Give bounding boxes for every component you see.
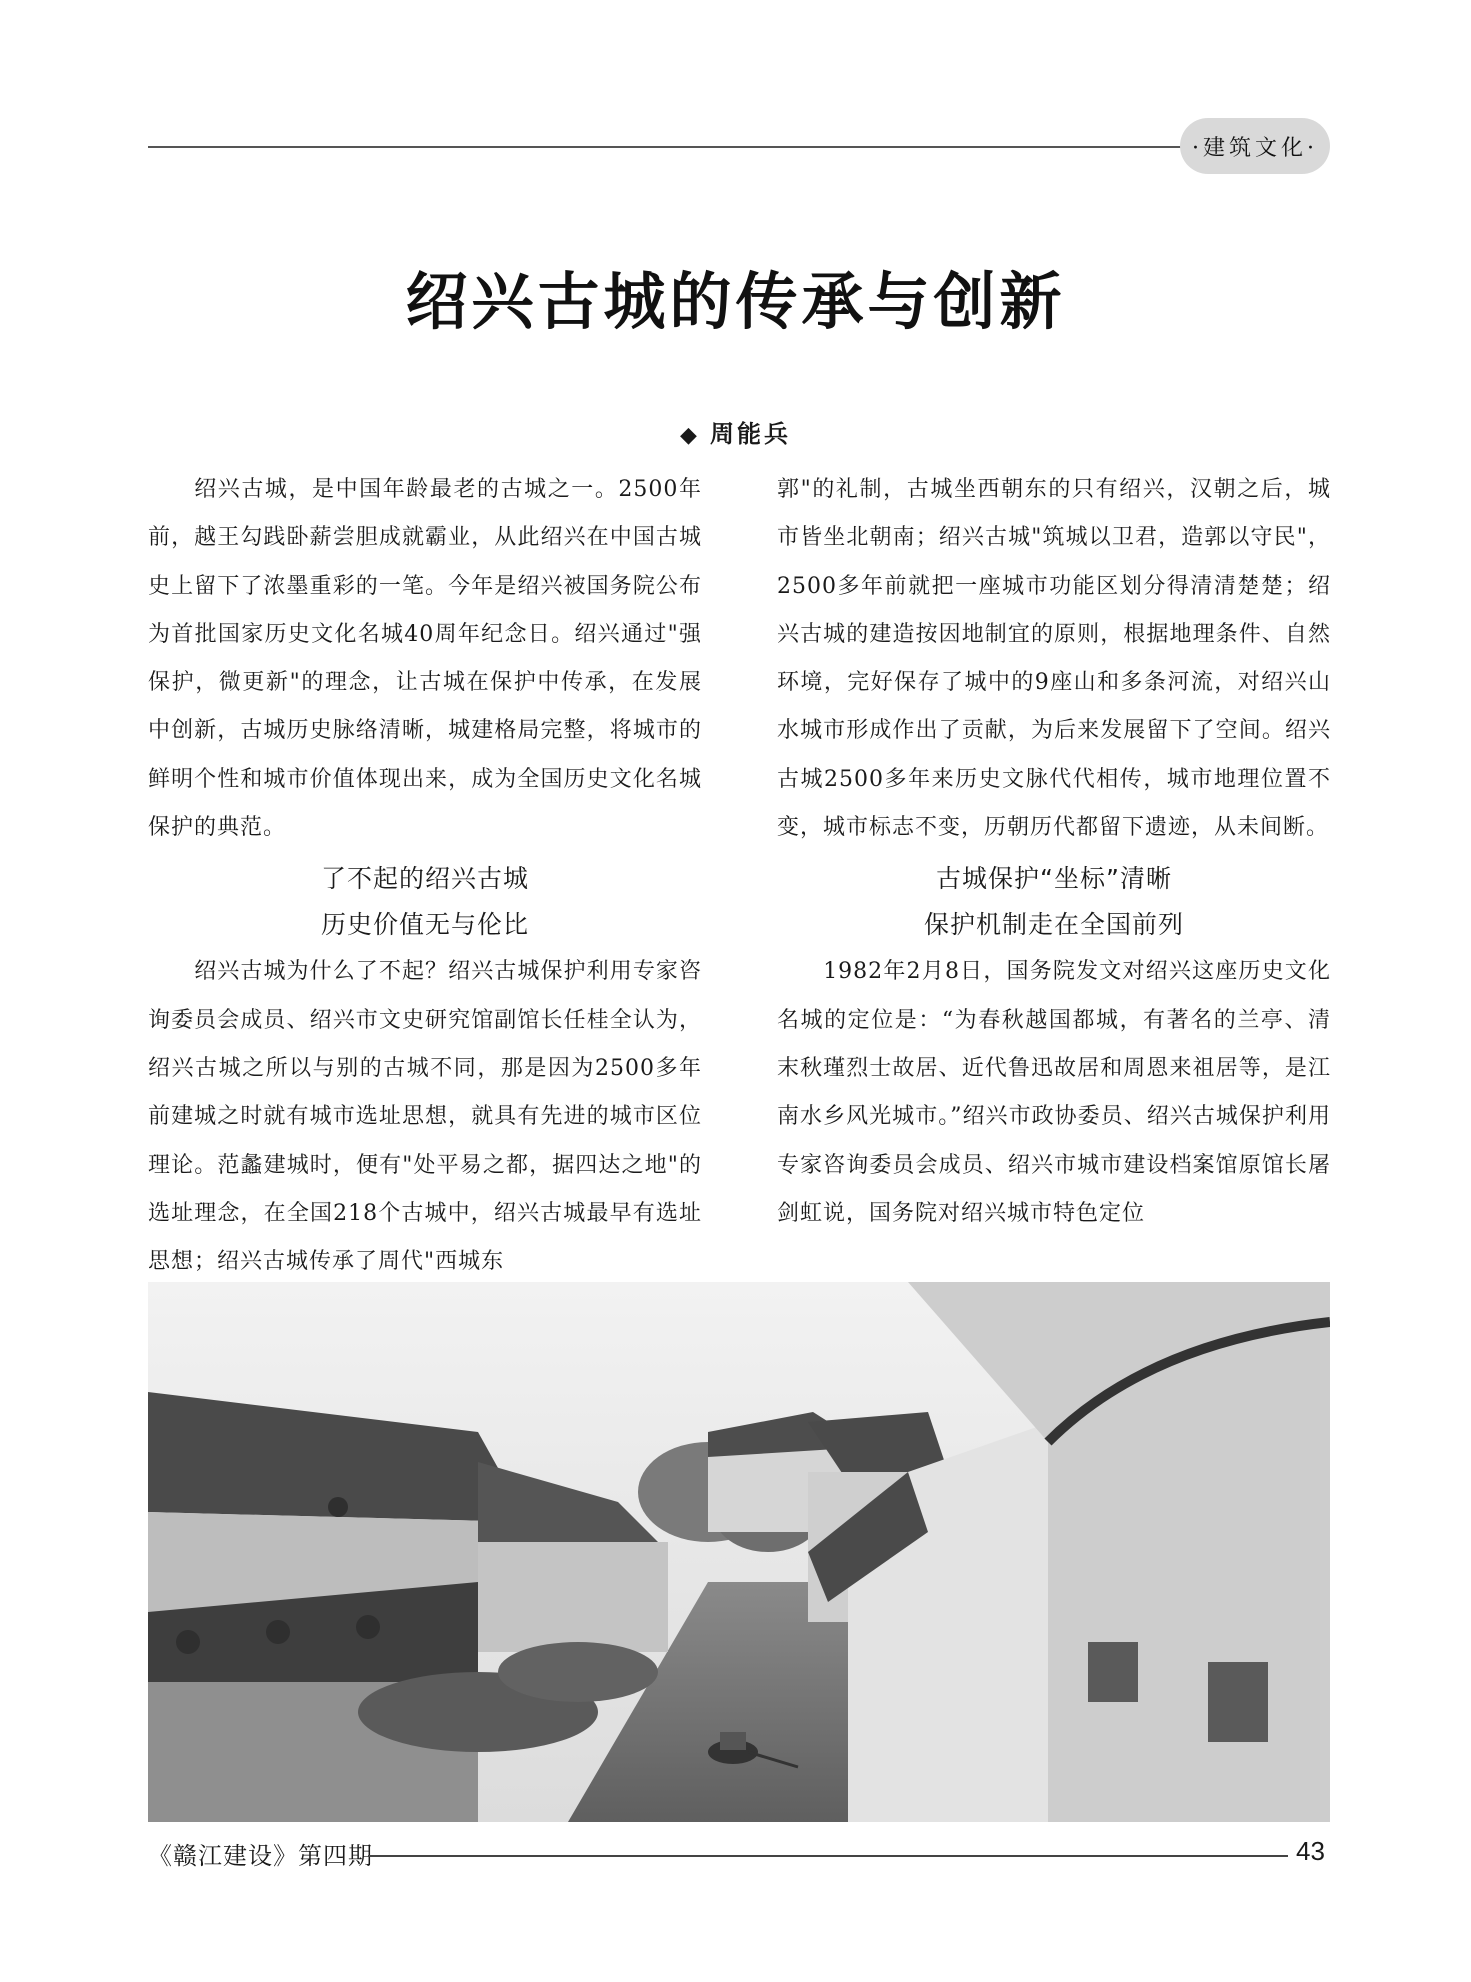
footer-rule bbox=[368, 1855, 1288, 1857]
author-name: 周能兵 bbox=[709, 420, 791, 448]
section-tag: ·建筑文化· bbox=[1180, 118, 1330, 174]
author-line bbox=[0, 414, 1471, 449]
page-number: 43 bbox=[1296, 1836, 1325, 1866]
article-title: 绍兴古城的传承与创新 bbox=[405, 265, 1066, 338]
section-heading-1b: 历史价值无与伦比 bbox=[320, 910, 529, 940]
right-column bbox=[777, 466, 1331, 1238]
header-rule bbox=[148, 146, 1188, 148]
canal-town-photo bbox=[148, 1282, 1330, 1822]
continued-paragraph: 郭"的礼制，古城坐西朝东的只有绍兴，汉朝之后，城市皆坐北朝南；绍兴古城"筑城以卫君，造郭以守民"，2500多年前就把一座城市功能区划分得清清楚楚；绍兴古城的建造按因地制宜的原则，根据地理条件、自然环境，完好保存了城中的9座山和多条河流，对绍兴山水城市形成作出了贡献，为后来发展留下了空间。绍兴古城2500多年来历史文脉代代相传，城市地理位置不变，城市标志不变，历朝历代都留下遗迹，从未间断。 bbox=[777, 477, 1331, 841]
section-heading-2b: 保护机制走在全国前列 bbox=[923, 910, 1184, 940]
intro-paragraph: 绍兴古城，是中国年龄最老的古城之一。2500年前，越王勾践卧薪尝胆成就霸业，从此绍兴在中国古城史上留下了浓墨重彩的一笔。今年是绍兴被国务院公布为首批国家历史文化名城40周年纪念日。绍兴通过"强保护，微更新"的理念，让古城在保护中传承，在发展中创新，古城历史脉络清晰，城建格局完整，将城市的鲜明个性和城市价值体现出来，成为全国历史文化名城保护的典范。 bbox=[148, 477, 702, 841]
section2-paragraph: 1982年2月8日，国务院发文对绍兴这座历史文化名城的定位是：“为春秋越国都城，有著名的兰亭、清末秋瑾烈士故居、近代鲁迅故居和周恩来祖居等，是江南水乡风光城市。”绍兴市政协委员、绍兴古城保护利用专家咨询委员会成员、绍兴市城市建设档案馆原馆长屠剑虹说，国务院对绍兴城市特色定位 bbox=[777, 959, 1331, 1226]
left-column bbox=[148, 466, 702, 1286]
section-heading-1a: 了不起的绍兴古城 bbox=[320, 864, 529, 894]
diamond-icon: ◆ bbox=[680, 423, 700, 448]
journal-name: 《赣江建设》第四期 bbox=[148, 1842, 373, 1870]
section1-paragraph: 绍兴古城为什么了不起？绍兴古城保护利用专家咨询委员会成员、绍兴市文史研究馆副馆长任桂全认为，绍兴古城之所以与别的古城不同，那是因为2500多年前建城之时就有城市选址思想，就具有先进的城市区位理论。范蠡建城时，便有"处平易之都，据四达之地"的选址理念，在全国218个古城中，绍兴古城最早有选址思想；绍兴古城传承了周代"西城东 bbox=[148, 959, 702, 1275]
section-heading-2a: 古城保护“坐标”清晰 bbox=[936, 864, 1172, 894]
